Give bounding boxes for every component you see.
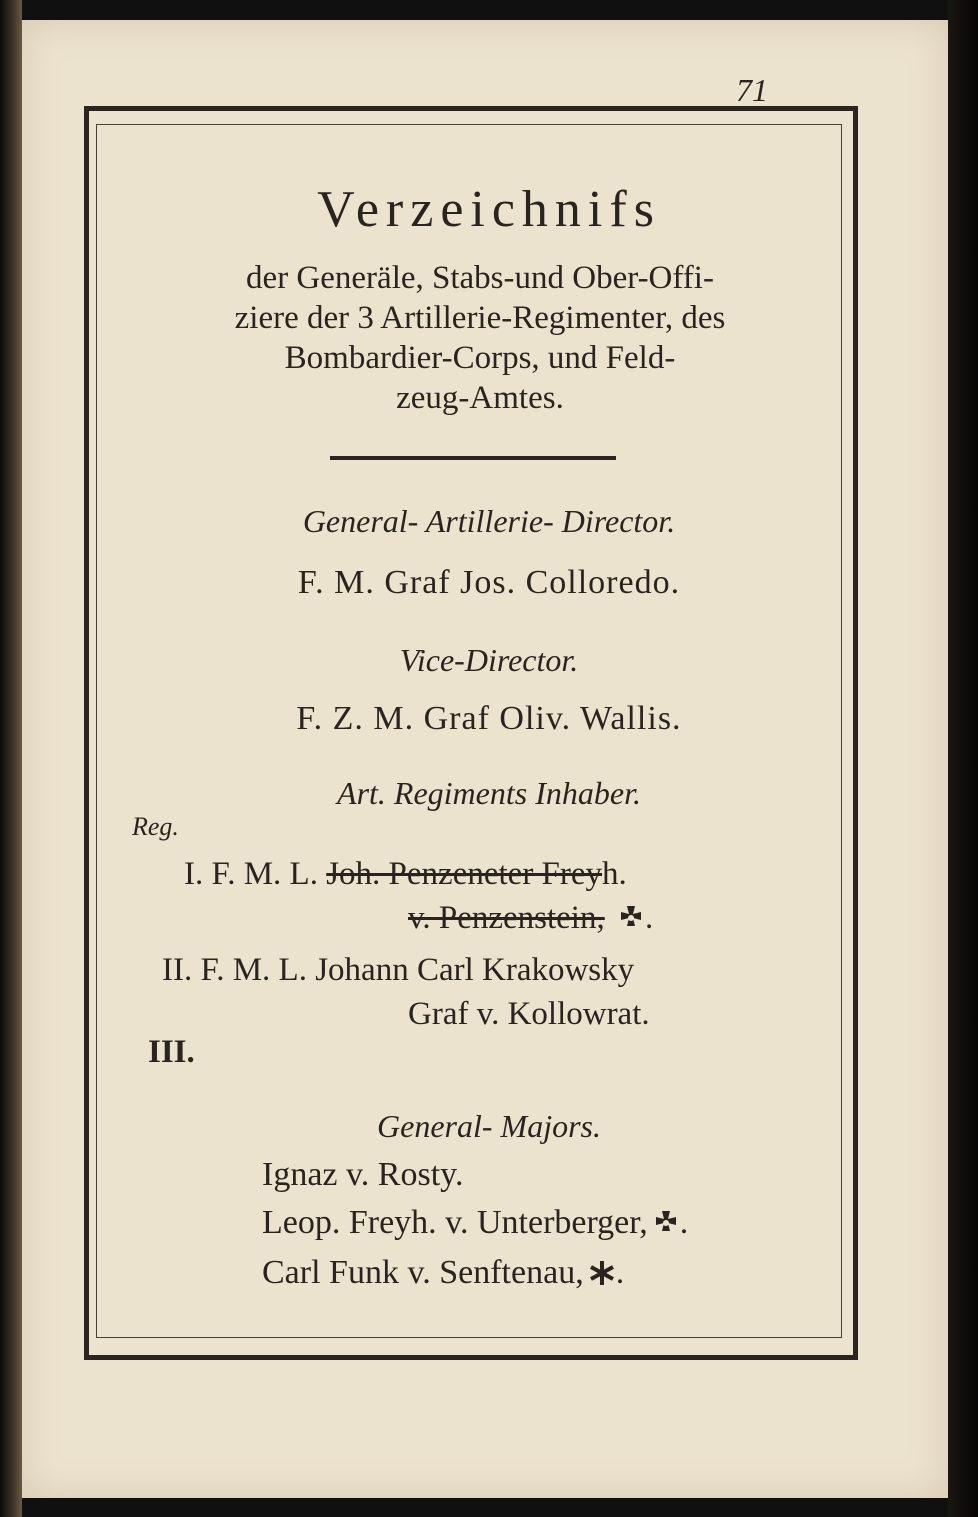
regiment-number: II. bbox=[162, 952, 193, 988]
iron-cross-icon bbox=[617, 904, 645, 932]
vice-director-name: F. Z. M. Graf Oliv. Wallis. bbox=[296, 700, 682, 737]
period: . bbox=[615, 1254, 625, 1291]
vice-director-heading: Vice-Director. bbox=[399, 642, 579, 678]
regiment-entry-2 bbox=[162, 952, 634, 989]
iron-cross-icon bbox=[652, 1208, 680, 1236]
name-ending: h. bbox=[602, 856, 627, 892]
major-name-with-icon bbox=[262, 1204, 688, 1242]
subtitle-line: Bombardier-Corps, und Feld- bbox=[284, 340, 676, 376]
major-name: Leop. Freyh. v. Unterberger, bbox=[262, 1204, 648, 1241]
major-name-with-icon bbox=[262, 1254, 624, 1292]
regiment-rank: F. M. L. bbox=[200, 952, 307, 988]
subtitle-line: der Generäle, Stabs-und Ober-Offi- bbox=[246, 260, 714, 296]
period: . bbox=[679, 1204, 689, 1241]
subtitle-line: zeug-Amtes. bbox=[396, 380, 564, 416]
reg-column-label: Reg. bbox=[132, 812, 179, 841]
page-number: 71 bbox=[736, 72, 768, 108]
divider-rule bbox=[330, 456, 616, 460]
subtitle-line: ziere der 3 Artillerie-Regimenter, des bbox=[234, 300, 726, 336]
subtitle-block bbox=[130, 258, 830, 418]
struck-name: Joh. Penzeneter Frey bbox=[326, 856, 603, 892]
regiments-heading: Art. Regiments Inhaber. bbox=[337, 775, 641, 811]
major-name: Carl Funk v. Senftenau, bbox=[262, 1254, 584, 1291]
regiment-entry-1 bbox=[184, 856, 627, 893]
regiment-entry-1-line2 bbox=[408, 900, 653, 937]
struck-name-line2: v. Penzenstein, bbox=[408, 900, 605, 936]
page-title: Verzeichnifs bbox=[317, 181, 661, 238]
regiment-entry-3: III. bbox=[148, 1034, 195, 1070]
regiment-entry-2-line2: Graf v. Kollowrat. bbox=[408, 996, 650, 1032]
asterisk-cross-icon bbox=[588, 1258, 616, 1286]
majors-heading: General- Majors. bbox=[377, 1108, 601, 1144]
director-heading: General- Artillerie- Director. bbox=[302, 503, 676, 539]
period: . bbox=[644, 900, 654, 936]
major-name: Ignaz v. Rosty. bbox=[262, 1156, 464, 1193]
regiment-number: I. bbox=[184, 856, 204, 892]
regiment-rank: F. M. L. bbox=[211, 856, 318, 892]
director-name: F. M. Graf Jos. Colloredo. bbox=[297, 564, 681, 601]
regiment-owner-name: Johann Carl Krakowsky bbox=[315, 952, 635, 988]
